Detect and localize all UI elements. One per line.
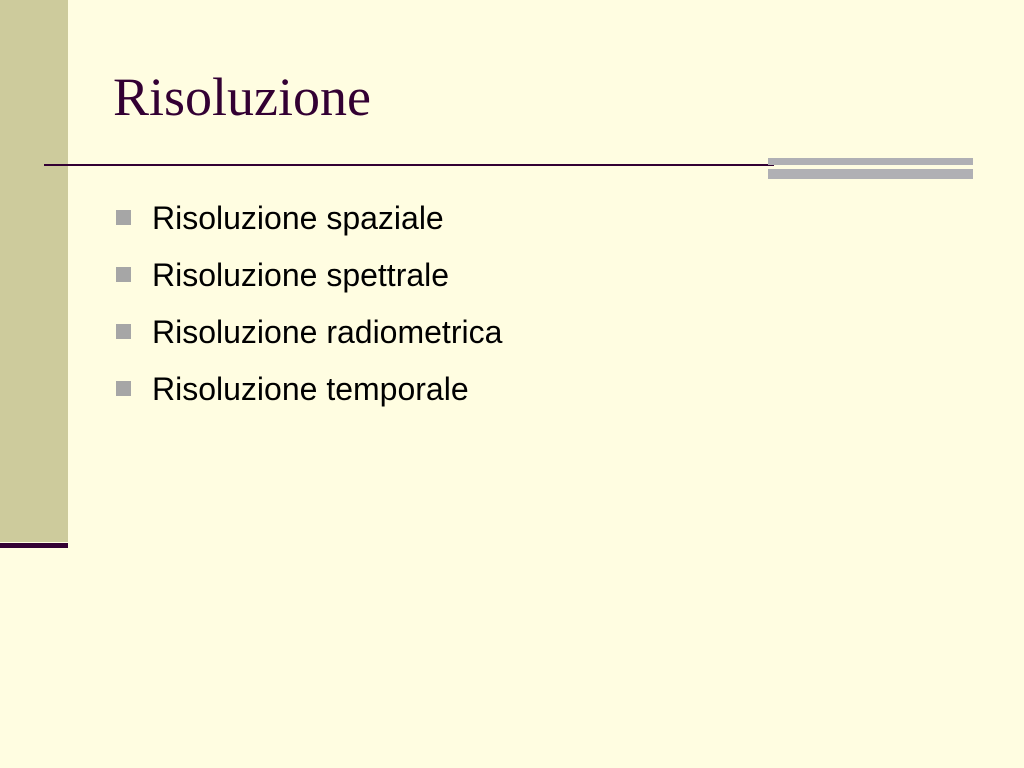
left-band-rule <box>0 543 68 548</box>
left-decorative-band <box>0 0 68 542</box>
bullet-text: Risoluzione spaziale <box>152 199 444 236</box>
bullet-item <box>116 360 502 417</box>
slide-title: Risoluzione <box>113 67 371 127</box>
bullet-list <box>116 189 502 417</box>
square-bullet-icon <box>116 324 131 339</box>
accent-bars <box>768 158 973 179</box>
bullet-item <box>116 189 502 246</box>
bullet-item <box>116 246 502 303</box>
title-underline-rule <box>44 164 774 166</box>
bullet-text: Risoluzione spettrale <box>152 256 450 293</box>
square-bullet-icon <box>116 267 131 282</box>
bullet-text: Risoluzione temporale <box>152 370 469 407</box>
bullet-text: Risoluzione radiometrica <box>152 313 503 350</box>
accent-bar-top <box>768 158 973 165</box>
accent-bar-bottom <box>768 169 973 179</box>
square-bullet-icon <box>116 210 131 225</box>
bullet-item <box>116 303 502 360</box>
square-bullet-icon <box>116 381 131 396</box>
